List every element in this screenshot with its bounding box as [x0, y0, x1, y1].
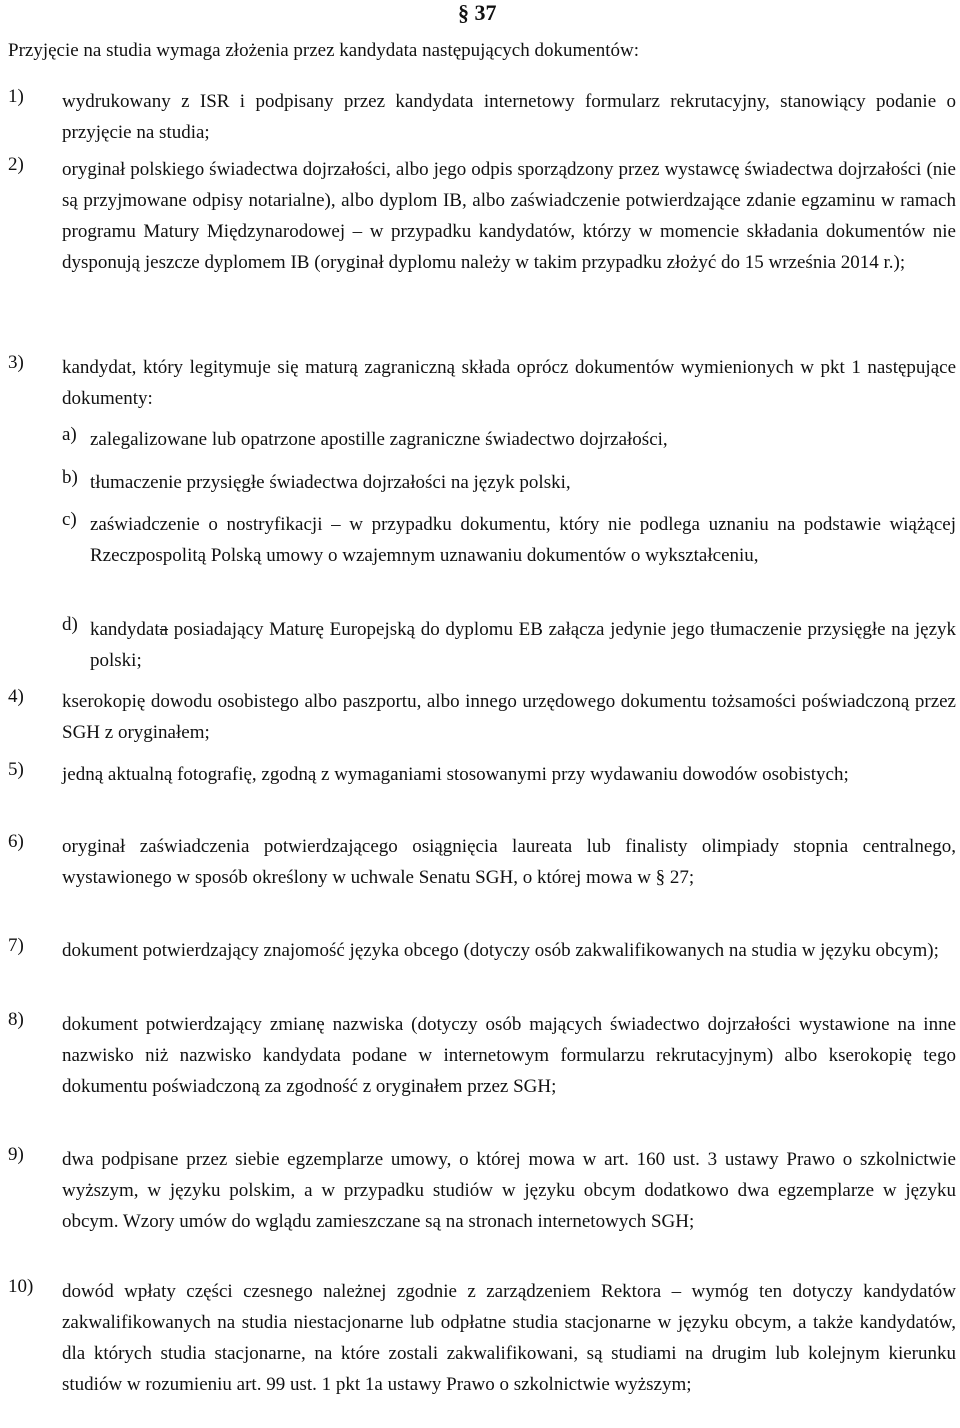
list-item-text: dokument potwierdzający zmianę nazwiska (dotyczy osób mających świadectwo dojrzałości wystawione na inne nazwisko niż nazwisko kandydata podane w internetowym formularzu rekrutacyjnym) albo kserokopię tego dokumentu poświadczoną za zgodność z oryginałem przez SGH; [62, 1014, 956, 1097]
sublist-item-text-start: kandydat [90, 619, 160, 640]
sublist-item-letter: b) [62, 467, 78, 488]
struck-letter: a [159, 619, 169, 640]
sublist-item-c [62, 509, 956, 571]
list-item-10 [8, 1276, 956, 1400]
sublist-item-text: zaświadczenie o nostryfikacji – w przypadku dokumentu, który nie podlega uznaniu na podstawie wiążącej Rzeczpospolitą Polską umowy o wzajemnym uznawaniu dokumentów o wykształceniu, [90, 514, 956, 566]
list-item-number: 6) [8, 831, 24, 852]
page-number: § 37 [458, 0, 497, 25]
sublist-item-text-end: posiadający Maturę Europejską do dyplomu EB załącza jedynie jego tłumaczenie przysięgłe na język polski; [90, 619, 956, 671]
list-item-number: 8) [8, 1009, 24, 1030]
list-item-4 [8, 686, 956, 748]
list-item-number: 1) [8, 86, 24, 107]
intro-paragraph: Przyjęcie na studia wymaga złożenia przez kandydata następujących dokumentów: [8, 40, 639, 61]
list-item-number: 2) [8, 154, 24, 175]
list-item-text: jedną aktualną fotografię, zgodną z wymaganiami stosowanymi przy wydawaniu dowodów osobistych; [62, 764, 849, 785]
sublist-item-letter: a) [62, 424, 77, 445]
list-item-text: wydrukowany z ISR i podpisany przez kandydata internetowy formularz rekrutacyjny, stanowiący podanie o przyjęcie na studia; [62, 91, 956, 143]
list-item-text: oryginał polskiego świadectwa dojrzałości, albo jego odpis sporządzony przez wystawcę świadectwa dojrzałości (nie są przyjmowane odpisy notarialne), albo dyplom IB, albo zaświadczenie potwierdzające zdanie egzaminu w ramach programu Matury Międzynarodowej – w przypadku kandydatów, którzy w momencie składania dokumentów nie dysponują jeszcze dyplomem IB (oryginał dyplomu należy w takim przypadku złożyć do 15 września 2014 r.); [62, 159, 956, 273]
list-item-3 [8, 352, 956, 414]
sublist-item-text [90, 614, 956, 676]
list-item-number: 10) [8, 1276, 34, 1297]
list-item-number: 5) [8, 759, 24, 780]
list-item-number: 4) [8, 686, 24, 707]
list-item-2 [8, 154, 956, 278]
list-item-6 [8, 831, 956, 893]
list-item-9 [8, 1144, 956, 1237]
list-item-7 [8, 935, 956, 966]
list-item-number: 3) [8, 352, 24, 373]
sublist-item-a [62, 424, 956, 455]
list-item-text: kserokopię dowodu osobistego albo paszportu, albo innego urzędowego dokumentu tożsamości poświadczoną przez SGH z oryginałem; [62, 691, 956, 743]
list-item-text: oryginał zaświadczenia potwierdzającego osiągnięcia laureata lub finalisty olimpiady stopnia centralnego, wystawionego w sposób określony w uchwale Senatu SGH, o której mowa w § 27; [62, 836, 956, 888]
list-item-text: dwa podpisane przez siebie egzemplarze umowy, o której mowa w art. 160 ust. 3 ustawy Prawo o szkolnictwie wyższym, w języku polskim, a w przypadku studiów w języku obcym dodatkowo dwa egzemplarze w języku obcym. Wzory umów do wglądu zamieszczane są na stronach internetowych SGH; [62, 1149, 956, 1232]
sublist-item-b [62, 467, 956, 498]
list-item-number: 7) [8, 935, 24, 956]
sublist-item-text: zalegalizowane lub opatrzone apostille zagraniczne świadectwo dojrzałości, [90, 429, 668, 450]
list-item-8 [8, 1009, 956, 1102]
list-item-text: kandydat, który legitymuje się maturą zagraniczną składa oprócz dokumentów wymienionych w pkt 1 następujące dokumenty: [62, 357, 956, 409]
list-item-1 [8, 86, 956, 148]
sublist-item-d [62, 614, 956, 676]
sublist-item-text: tłumaczenie przysięgłe świadectwa dojrzałości na język polski, [90, 472, 571, 493]
sublist-item-letter: d) [62, 614, 78, 635]
list-item-number: 9) [8, 1144, 24, 1165]
list-item-5 [8, 759, 956, 790]
sublist-item-letter: c) [62, 509, 77, 530]
list-item-text: dowód wpłaty części czesnego należnej zgodnie z zarządzeniem Rektora – wymóg ten dotyczy kandydatów zakwalifikowanych na studia niestacjonarne lub odpłatne studia stacjonarne w języku obcym, a także kandydatów, dla których studia stacjonarne, na które zostali zakwalifikowani, są studiami na drugim lub kolejnym kierunku studiów w rozumieniu art. 99 ust. 1 pkt 1a ustawy Prawo o szkolnictwie wyższym; [62, 1281, 956, 1395]
list-item-text: dokument potwierdzający znajomość języka obcego (dotyczy osób zakwalifikowanych na studia w języku obcym); [62, 940, 939, 961]
